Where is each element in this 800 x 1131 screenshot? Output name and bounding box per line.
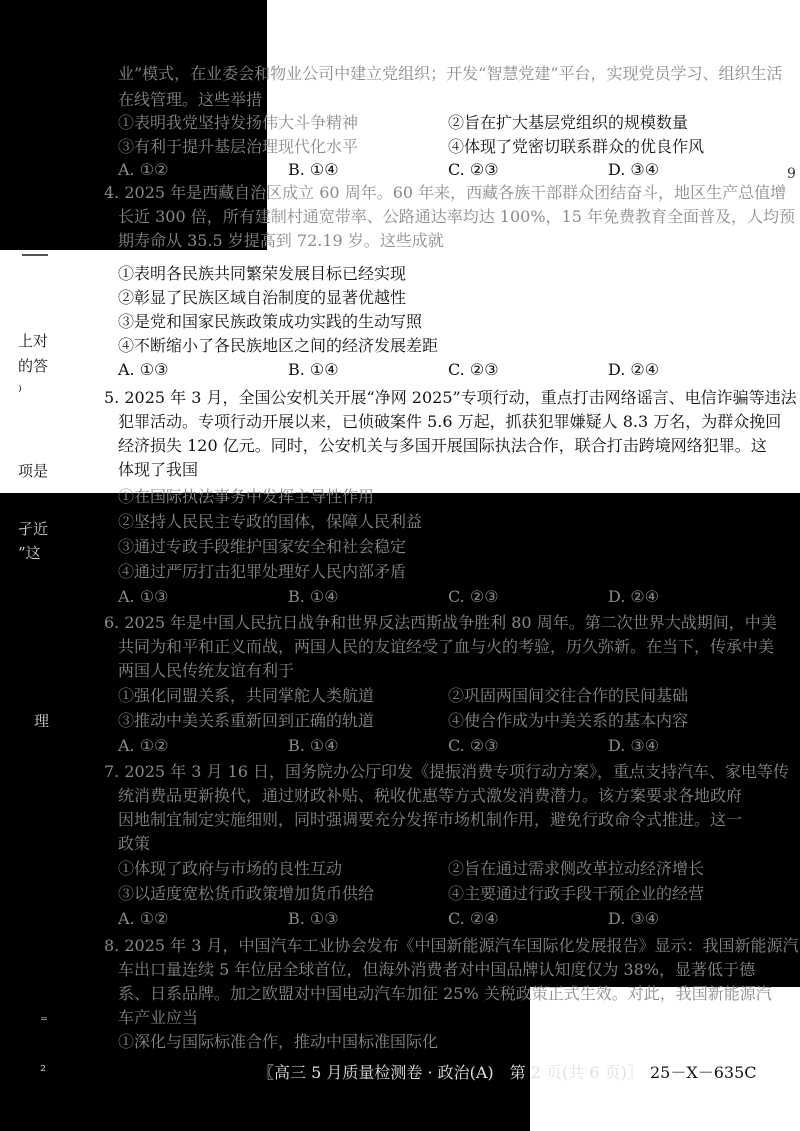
q3-option-a: A. ①② bbox=[118, 160, 169, 179]
q3-statement-4: ④体现了党密切联系群众的优良作风 bbox=[448, 137, 705, 156]
margin-fragment-6: ”这 bbox=[18, 544, 41, 562]
margin-fragment-1: 上对 bbox=[18, 332, 49, 350]
q3-option-c: C. ②③ bbox=[448, 160, 499, 179]
q3-statement-3: ③有利于提升基层治理现代化水平 bbox=[118, 137, 359, 156]
q6-statement-1: ①强化同盟关系，共同掌舵人类航道 bbox=[118, 686, 375, 705]
footer-code: 25－X－635C bbox=[650, 1063, 757, 1082]
q7-option-a: A. ①② bbox=[118, 909, 169, 928]
q6-line-3: 两国人民传统友谊有利于 bbox=[118, 661, 295, 680]
q3-statement-1: ①表明我党坚持发扬伟大斗争精神 bbox=[118, 113, 359, 132]
q8-line-3: 系、日系品牌。加之欧盟对中国电动汽车加征 25% 关税政策正式生效。对此，我国新能源汽 bbox=[118, 984, 772, 1003]
q6-option-a: A. ①② bbox=[118, 736, 169, 755]
q7-option-d: D. ③④ bbox=[608, 909, 660, 928]
q5-line-2: 犯罪活动。专项行动开展以来，已侦破案件 5.6 万起，抓获犯罪嫌疑人 8.3 万名，为群众挽回 bbox=[118, 412, 782, 431]
q5-statement-2: ②坚持人民民主专政的国体，保障人民利益 bbox=[118, 512, 423, 531]
q3-line-2: 在线管理。这些举措 bbox=[118, 90, 263, 109]
margin-fragment-9: ² bbox=[40, 1062, 47, 1080]
q3-option-d: D. ③④ bbox=[608, 160, 660, 179]
q7-statement-2: ②旨在通过需求侧改革拉动经济增长 bbox=[448, 859, 705, 878]
q4-statement-2: ②彰显了民族区域自治制度的显著优越性 bbox=[118, 288, 407, 307]
q8-statement-1: ①深化与国际标准合作，推动中国标准国际化 bbox=[118, 1032, 439, 1051]
q5-option-c: C. ②③ bbox=[448, 587, 499, 606]
q3-line-1: 业”模式，在业委会和物业公司中建立党组织；开发“智慧党建”平台，实现党员学习、组织生活 bbox=[118, 64, 783, 83]
q7-line-4: 政策 bbox=[118, 834, 151, 853]
q5-statement-4: ④通过严厉打击犯罪处理好人民内部矛盾 bbox=[118, 562, 407, 581]
q6-statement-2: ②巩固两国间交往合作的民间基础 bbox=[448, 686, 689, 705]
margin-fragment-4: 项是 bbox=[18, 462, 49, 480]
q4-statement-3: ③是党和国家民族政策成功实践的生动写照 bbox=[118, 312, 423, 331]
margin-fragment-2: 的答 bbox=[18, 357, 49, 375]
q6-option-b: B. ①④ bbox=[288, 736, 339, 755]
q5-option-b: B. ①④ bbox=[288, 587, 339, 606]
q7-statement-1: ①体现了政府与市场的良性互动 bbox=[118, 859, 343, 878]
q6-line-1: 6. 2025 年是中国人民抗日战争和世界反法西斯战争胜利 80 周年。第二次世界大战期间，中美 bbox=[104, 613, 777, 632]
q6-statement-4: ④使合作成为中美关系的基本内容 bbox=[448, 711, 689, 730]
margin-fragment-8: ⁼ bbox=[40, 1012, 48, 1030]
margin-fragment-3: ⁾ bbox=[18, 382, 22, 400]
q4-option-c: C. ②③ bbox=[448, 360, 499, 379]
q4-line-2: 长近 300 倍，所有建制村通宽带率、公路通达率均达 100%，15 年免费教育全面普及，人均预 bbox=[118, 207, 795, 226]
q8-line-2: 车出口量连续 5 年位居全球首位，但海外消费者对中国品牌认知度仅为 38%，显著低于德 bbox=[118, 960, 756, 979]
q7-line-1: 7. 2025 年 3 月 16 日，国务院办公厅印发《提振消费专项行动方案》，重点支持汽车、家电等传 bbox=[104, 762, 790, 781]
scan-black-region-bottom bbox=[0, 987, 530, 1131]
q4-option-a: A. ①③ bbox=[118, 360, 169, 379]
q7-statement-4: ④主要通过行政手段干预企业的经营 bbox=[448, 884, 705, 903]
q6-option-c: C. ②③ bbox=[448, 736, 499, 755]
q7-line-2: 统消费品更新换代，通过财政补贴、税收优惠等方式激发消费潜力。该方案要求各地政府 bbox=[118, 786, 743, 805]
q5-statement-1: ①在国际执法事务中发挥主导性作用 bbox=[118, 487, 375, 506]
q4-line-3: 期寿命从 35.5 岁提高到 72.19 岁。这些成就 bbox=[118, 231, 444, 250]
q8-line-1: 8. 2025 年 3 月，中国汽车工业协会发布《中国新能源汽车国际化发展报告》显示：我国新能源汽 bbox=[104, 936, 799, 955]
q5-statement-3: ③通过专政手段维护国家安全和社会稳定 bbox=[118, 537, 407, 556]
margin-fragment-5: 孑近 bbox=[18, 520, 49, 538]
q6-line-2: 共同为和平和正义而战，两国人民的友谊经受了血与火的考验，历久弥新。在当下，传承中美 bbox=[118, 637, 775, 656]
q4-option-d: D. ②④ bbox=[608, 360, 660, 379]
q5-line-3: 经济损失 120 亿元。同时，公安机关与多国开展国际执法合作，联合打击跨境网络犯罪。这 bbox=[118, 436, 767, 455]
q4-option-b: B. ①④ bbox=[288, 360, 339, 379]
q4-line-1: 4. 2025 年是西藏自治区成立 60 周年。60 年来，西藏各族干部群众团结奋斗，地区生产总值增 bbox=[104, 183, 787, 202]
q7-option-c: C. ②④ bbox=[448, 909, 499, 928]
q7-option-b: B. ①③ bbox=[288, 909, 339, 928]
q6-option-d: D. ③④ bbox=[608, 736, 660, 755]
q5-line-1: 5. 2025 年 3 月，全国公安机关开展“净网 2025”专项行动，重点打击网络谣言、电信诈骗等违法 bbox=[104, 388, 797, 407]
margin-fragment-7: 理 bbox=[34, 712, 50, 730]
q8-line-4: 车产业应当 bbox=[118, 1008, 199, 1027]
q4-statement-4: ④不断缩小了各民族地区之间的经济发展差距 bbox=[118, 336, 439, 355]
q3-statement-2: ②旨在扩大基层党组织的规模数量 bbox=[448, 113, 689, 132]
footer-title: 〖高三 5 月质量检测卷 · 政治(A) 第 2 页(共 6 页)〗 bbox=[258, 1063, 643, 1082]
page-mark: 9 bbox=[787, 166, 796, 182]
q5-line-4: 体现了我国 bbox=[118, 460, 199, 479]
q5-option-a: A. ①③ bbox=[118, 587, 169, 606]
q4-statement-1: ①表明各民族共同繁荣发展目标已经实现 bbox=[118, 264, 407, 283]
q5-option-d: D. ②④ bbox=[608, 587, 660, 606]
margin-dash bbox=[22, 254, 48, 256]
q3-option-b: B. ①④ bbox=[288, 160, 339, 179]
q7-line-3: 因地制宜制定实施细则，同时强调要充分发挥市场机制作用，避免行政命令式推进。这一 bbox=[118, 810, 743, 829]
q7-statement-3: ③以适度宽松货币政策增加货币供给 bbox=[118, 884, 375, 903]
q6-statement-3: ③推动中美关系重新回到正确的轨道 bbox=[118, 711, 375, 730]
